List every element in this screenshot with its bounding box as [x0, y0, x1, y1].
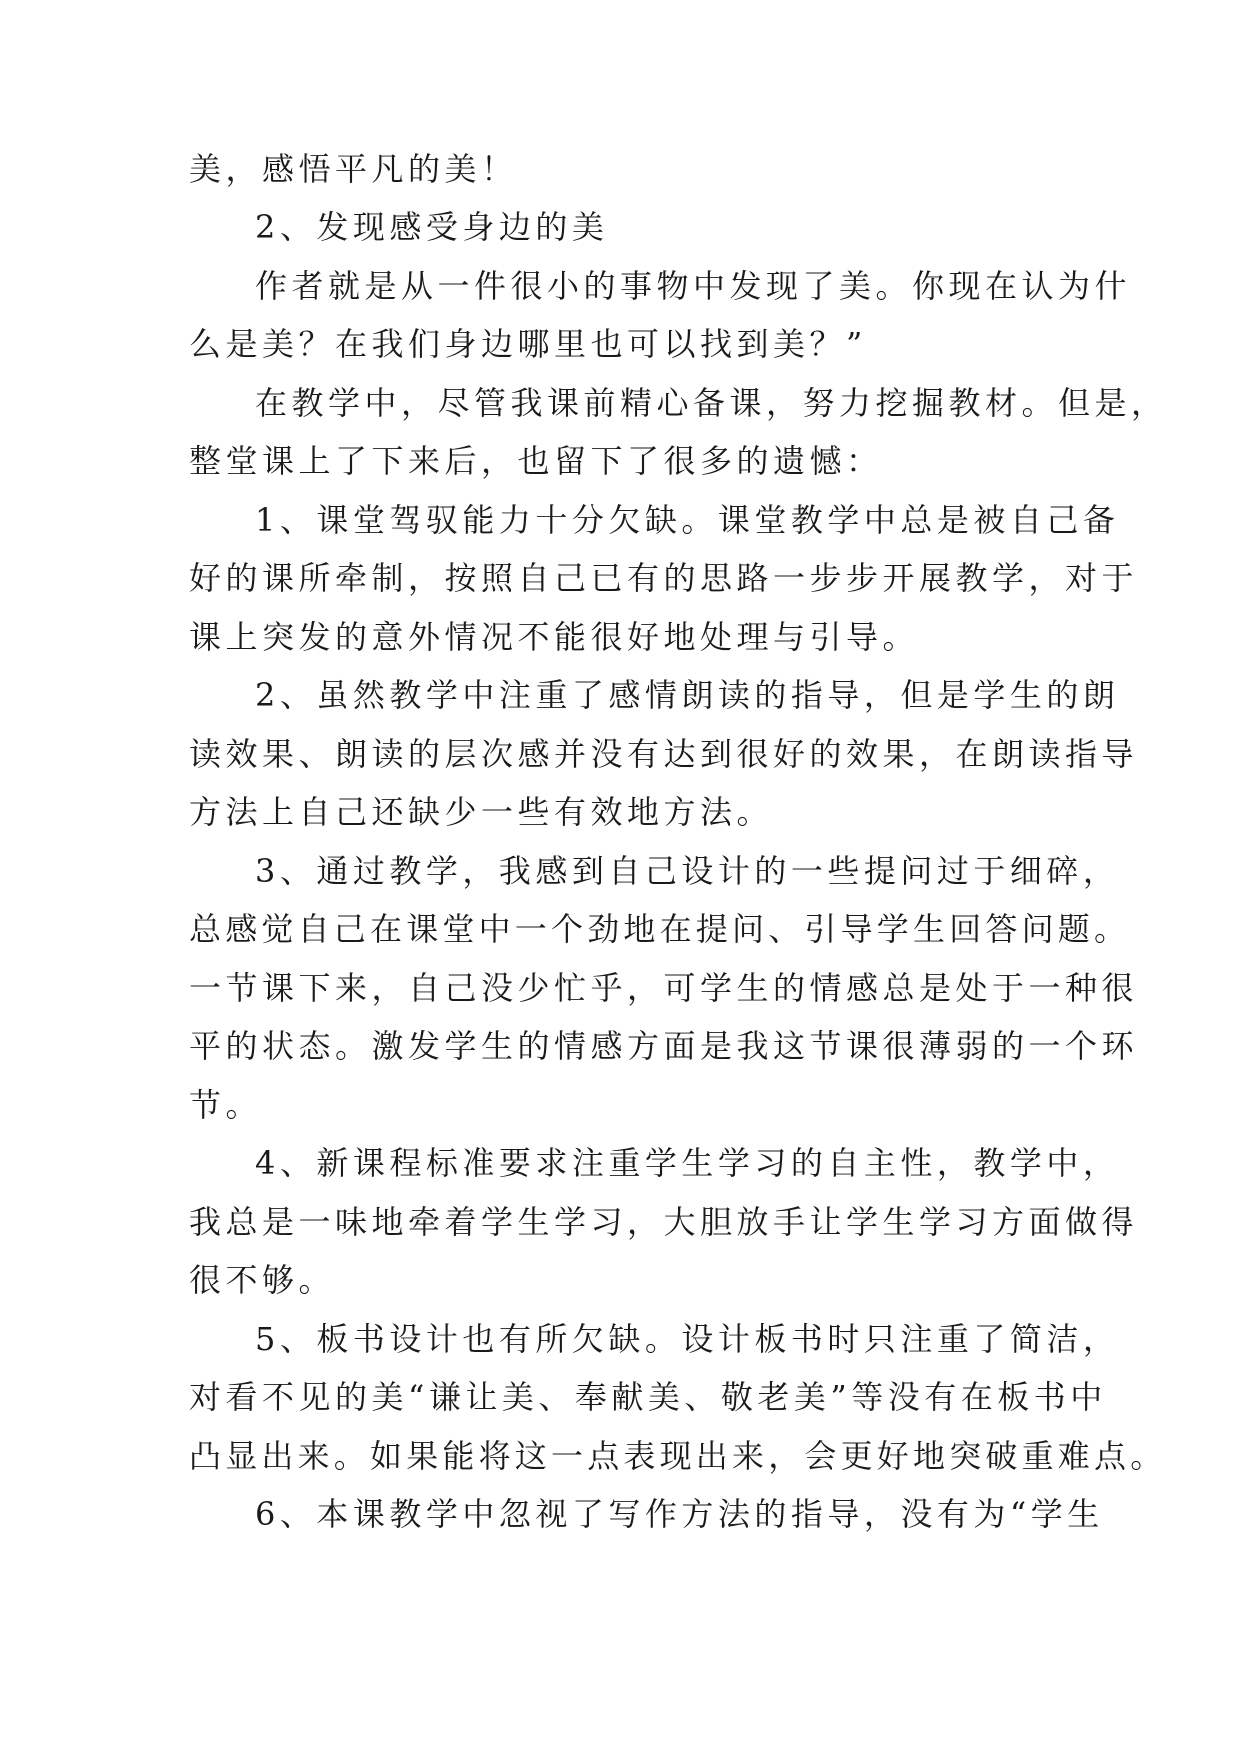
list-item-4: 4、新课程标准要求注重学生学习的自主性，教学中， [255, 1144, 1120, 1182]
text-line: 好的课所牵制，按照自己已有的思路一步步开展教学，对于 [189, 559, 1139, 597]
text-line: 很不够。 [189, 1261, 336, 1299]
list-item-1: 1、课堂驾驭能力十分欠缺。课堂教学中总是被自己备 [255, 501, 1120, 539]
text-line: 节。 [189, 1086, 263, 1124]
text-line: 整堂课上了下来后，也留下了很多的遗憾： [189, 442, 883, 480]
text-line: 我总是一味地牵着学生学习，大胆放手让学生学习方面做得 [189, 1203, 1139, 1241]
text-line: 凸显出来。如果能将这一点表现出来，会更好地突破重难点。 [189, 1437, 1167, 1475]
text-line: 平的状态。激发学生的情感方面是我这节课很薄弱的一个环 [189, 1027, 1139, 1065]
text-line: 总感觉自己在课堂中一个劲地在提问、引导学生回答问题。 [189, 910, 1131, 948]
list-item-6: 6、本课教学中忽视了写作方法的指导，没有为“学生 [255, 1495, 1104, 1533]
text-line: 对看不见的美“谦让美、奉献美、敬老美”等没有在板书中 [189, 1378, 1107, 1416]
text-line: 美，感悟平凡的美！ [189, 150, 518, 188]
list-item-2: 2、虽然教学中注重了感情朗读的指导，但是学生的朗 [255, 676, 1120, 714]
text-line: 作者就是从一件很小的事物中发现了美。你现在认为什 [255, 267, 1132, 305]
text-line: 在教学中，尽管我课前精心备课，努力挖掘教材。但是， [255, 384, 1168, 422]
section-heading: 2、发现感受身边的美 [255, 208, 609, 246]
text-line: 方法上自己还缺少一些有效地方法。 [189, 793, 774, 831]
list-item-5: 5、板书设计也有所欠缺。设计板书时只注重了简洁， [255, 1320, 1120, 1358]
text-line: 么是美？在我们身边哪里也可以找到美？” [189, 325, 867, 363]
text-line: 一节课下来，自己没少忙乎，可学生的情感总是处于一种很 [189, 969, 1139, 1007]
text-line: 课上突发的意外情况不能很好地处理与引导。 [189, 618, 920, 656]
list-item-3: 3、通过教学，我感到自己设计的一些提问过于细碎， [255, 852, 1120, 890]
text-line: 读效果、朗读的层次感并没有达到很好的效果，在朗读指导 [189, 735, 1139, 773]
